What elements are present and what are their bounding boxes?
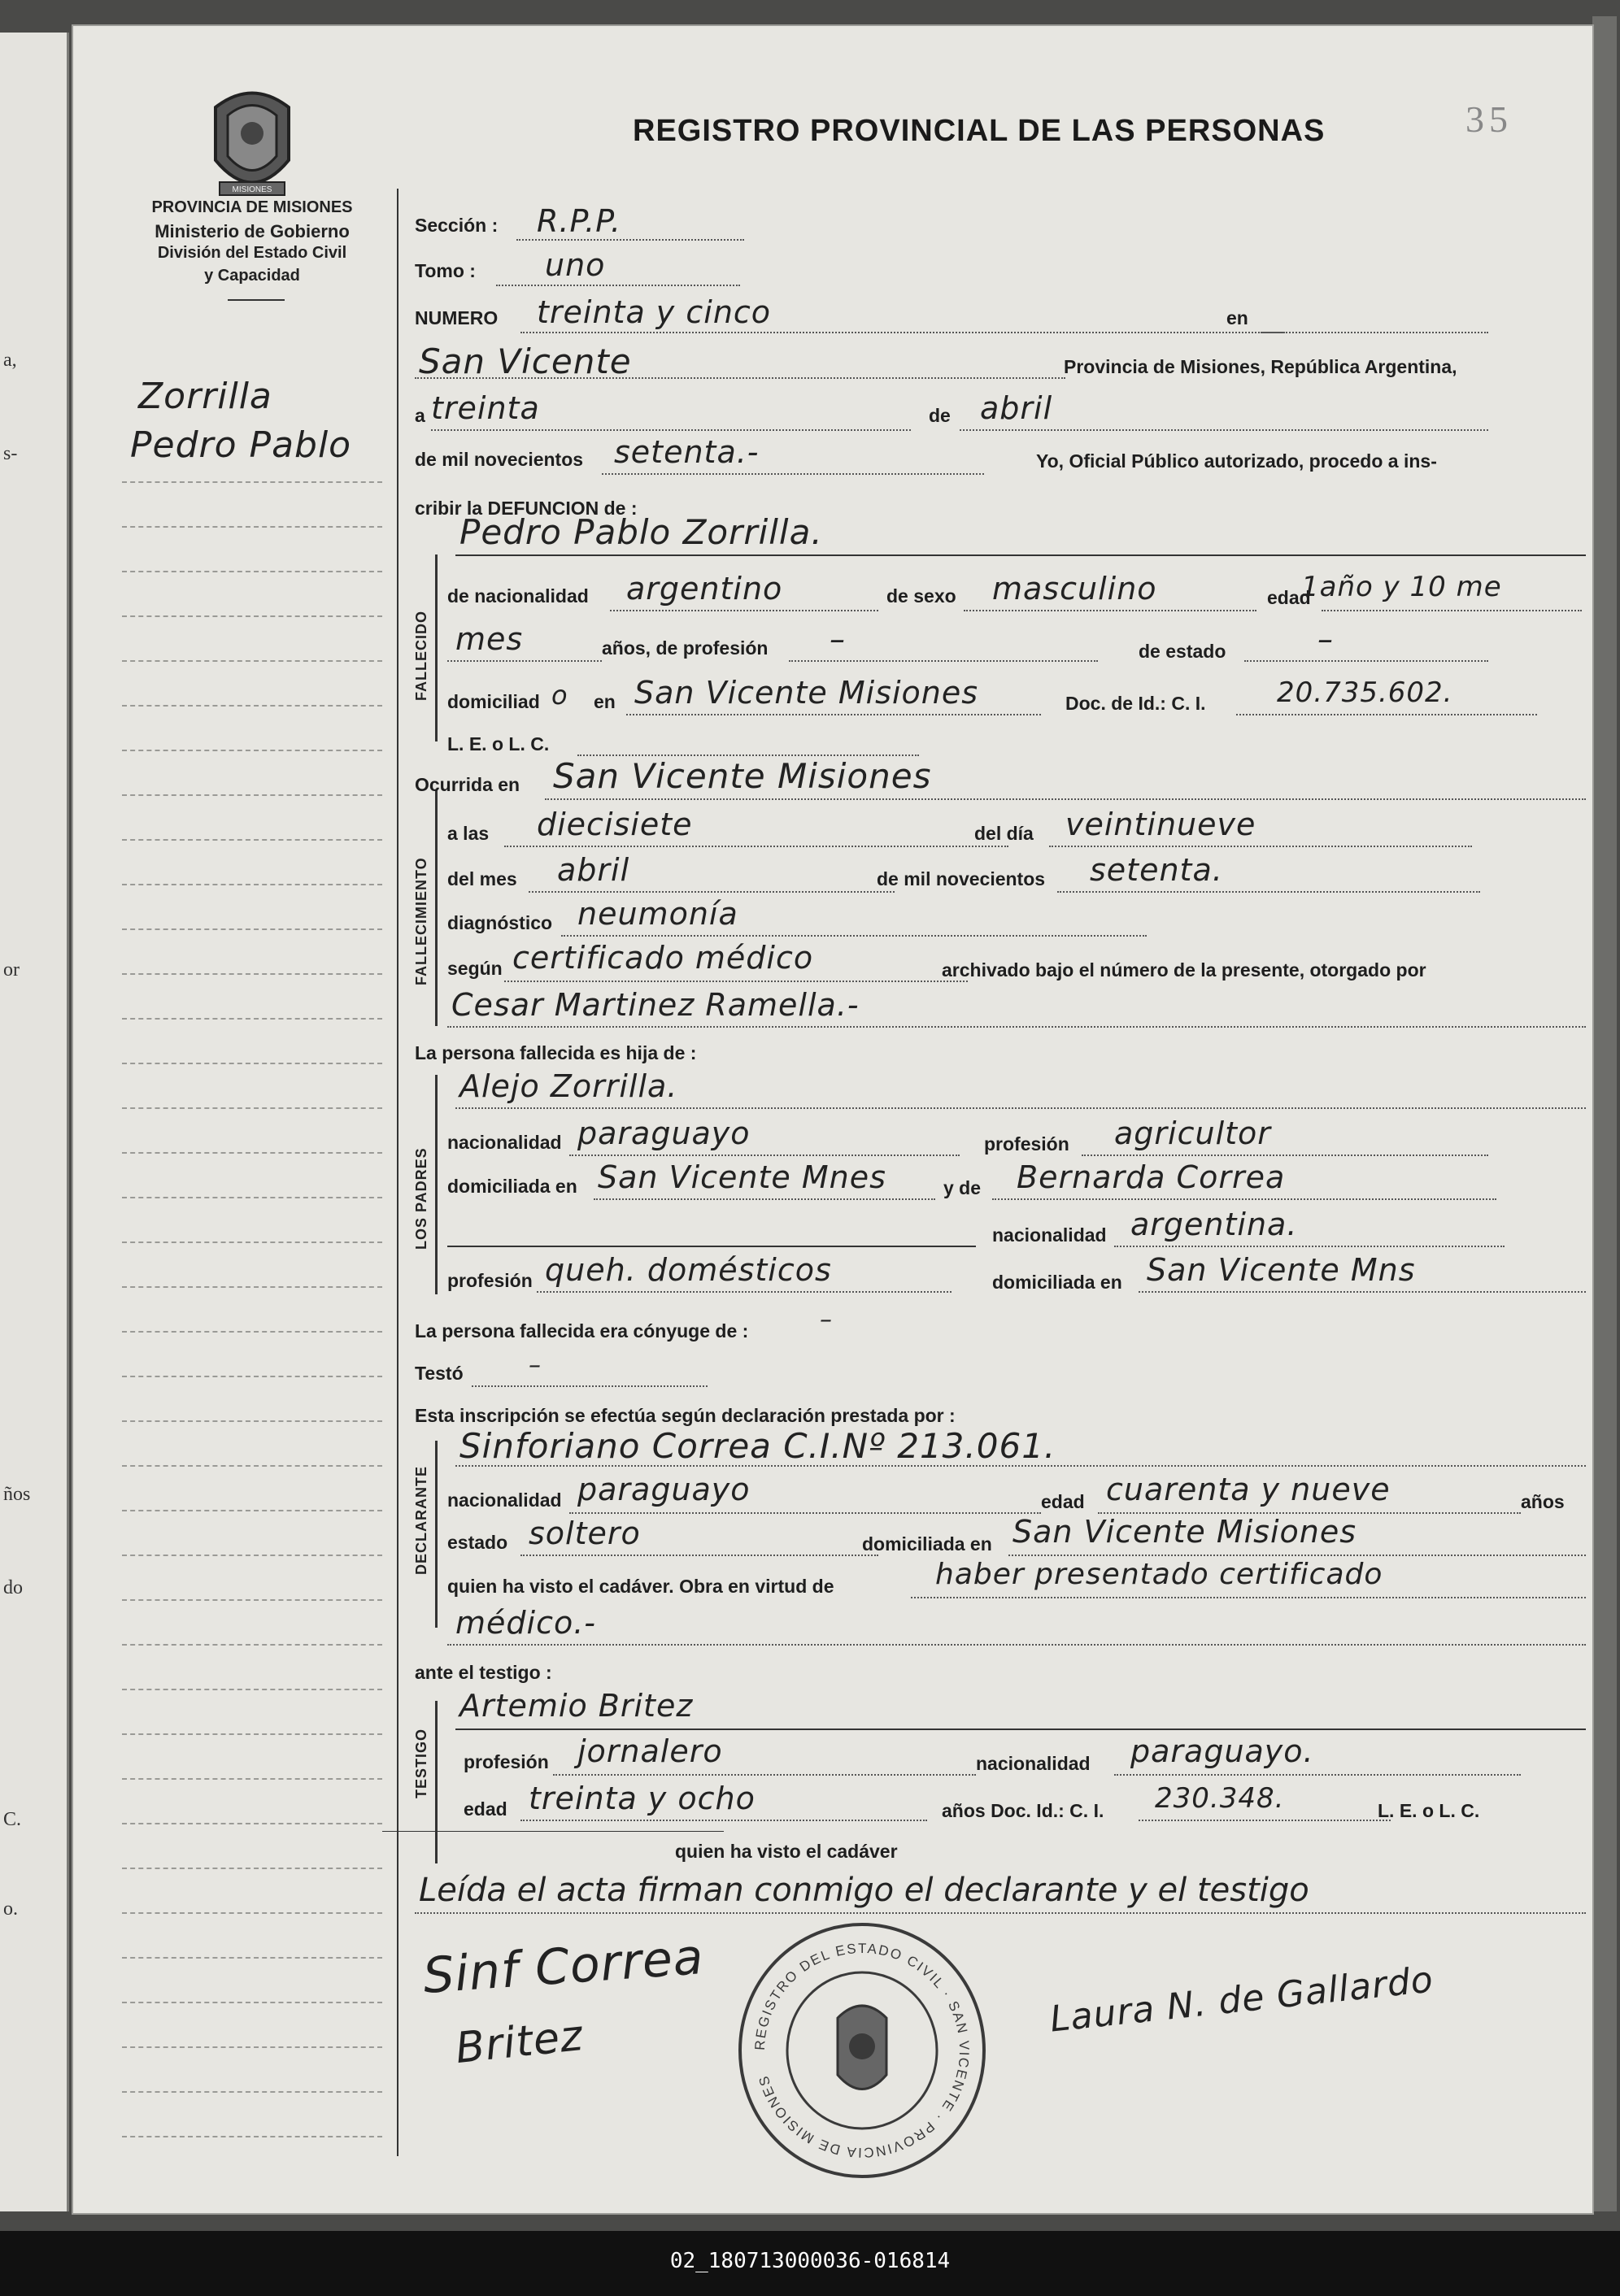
- value-seccion: R.P.P.: [537, 203, 622, 239]
- margin-ruled-line: [122, 1465, 382, 1467]
- label-diagnostico: diagnóstico: [447, 912, 553, 933]
- field-line: [447, 1026, 1586, 1028]
- margin-ruled-line: [122, 1376, 382, 1377]
- value-testigo-ci: 230.348.: [1155, 1782, 1285, 1815]
- margin-ruled-line: [122, 526, 382, 528]
- label-nacionalidad: nacionalidad: [992, 1224, 1107, 1246]
- value-dia-fallecimiento: veintinueve: [1065, 807, 1256, 842]
- label-ocurrida: Ocurrida en: [415, 774, 520, 795]
- value-profesion: –: [830, 621, 846, 657]
- value-declarante-nacionalidad: paraguayo: [577, 1472, 751, 1507]
- left-page-edge: [0, 33, 69, 2211]
- label-nacionalidad: nacionalidad: [976, 1753, 1091, 1774]
- field-line: [431, 429, 911, 431]
- field-line: [1322, 610, 1582, 611]
- label-nacionalidad: nacionalidad: [447, 1132, 562, 1153]
- field-line: [1139, 1291, 1586, 1293]
- field-line: [529, 891, 895, 893]
- value-madre: Bernarda Correa: [1017, 1159, 1286, 1195]
- margin-given-names: Pedro Pablo: [130, 424, 352, 466]
- value-segun: certificado médico: [512, 940, 814, 976]
- margin-ruled-line: [122, 1644, 382, 1646]
- margin-ruled-line: [122, 1957, 382, 1959]
- label-edad: edad: [1267, 587, 1311, 608]
- value-diagnostico: neumonía: [577, 896, 738, 932]
- field-line: [1261, 332, 1488, 333]
- left-fragment: or: [3, 959, 20, 981]
- field-line: [447, 660, 602, 662]
- value-domicilio: San Vicente Misiones: [634, 675, 979, 711]
- field-line: [1057, 891, 1480, 893]
- value-conyuge: –: [820, 1306, 833, 1334]
- value-ci: 20.735.602.: [1277, 676, 1453, 709]
- office-line-1: PROVINCIA DE MISIONES: [151, 198, 353, 216]
- value-testo: –: [529, 1351, 542, 1380]
- value-padre-domicilio: San Vicente Mnes: [598, 1159, 886, 1195]
- label-testo: Testó: [415, 1363, 464, 1384]
- margin-ruled-line: [122, 2136, 382, 2137]
- label-estado: de estado: [1139, 641, 1226, 662]
- field-line: [626, 714, 1041, 715]
- label-segun: según: [447, 958, 503, 979]
- value-declarante-domicilio: San Vicente Misiones: [1012, 1514, 1357, 1550]
- section-padres: LOS PADRES: [413, 1147, 429, 1250]
- field-line: [1244, 660, 1488, 662]
- value-obra: haber presentado certificado: [935, 1558, 1383, 1591]
- margin-ruled-line: [122, 2046, 382, 2048]
- section-testigo: TESTIGO: [413, 1728, 429, 1798]
- field-line: [1114, 1774, 1521, 1776]
- value-ocurrida: San Vicente Misiones: [553, 756, 932, 796]
- label-edad: edad: [464, 1798, 507, 1820]
- value-medico: Cesar Martinez Ramella.-: [451, 987, 860, 1023]
- label-domiciliada-en: domiciliada en: [992, 1272, 1122, 1293]
- margin-ruled-line: [122, 1733, 382, 1735]
- margin-ruled-line: [122, 928, 382, 930]
- label-le-lc-2: L. E. o L. C.: [1378, 1800, 1480, 1821]
- margin-ruled-line: [122, 1331, 382, 1333]
- page-title: REGISTRO PROVINCIAL DE LAS PERSONAS: [633, 114, 1326, 148]
- value-hora: diecisiete: [537, 807, 693, 842]
- field-line: [610, 610, 878, 611]
- official-stamp-icon: [724, 1912, 1000, 2189]
- margin-ruled-line: [122, 1555, 382, 1556]
- margin-ruled-line: [122, 1599, 382, 1601]
- label-doc: Doc. de Id.: C. I.: [1065, 693, 1206, 714]
- value-declarante-edad: cuarenta y nueve: [1106, 1472, 1391, 1507]
- margin-ruled-line: [122, 481, 382, 483]
- margin-ruled-line: [122, 1107, 382, 1109]
- field-line: [516, 239, 744, 241]
- field-line: [1139, 1820, 1391, 1821]
- margin-ruled-line: [122, 1063, 382, 1064]
- field-line: [545, 798, 1586, 800]
- fallecido-bracket: [435, 554, 438, 741]
- label-domiciliada-en: domiciliada en: [862, 1533, 992, 1555]
- label-le-lc: L. E. o L. C.: [447, 733, 550, 754]
- margin-ruled-line: [122, 884, 382, 885]
- margin-ruled-line: [122, 1510, 382, 1511]
- svg-text:REGISTRO DEL ESTADO CIVIL · SA: REGISTRO DEL ESTADO CIVIL · SAN VICENTE · PROVINCIA DE MISIONES: [751, 1940, 973, 2161]
- left-fragment: ños: [3, 1484, 31, 1505]
- value-testigo-profesion: jornalero: [577, 1733, 723, 1769]
- value-nacionalidad: argentino: [626, 571, 783, 607]
- label-hija: La persona fallecida es hija de :: [415, 1042, 697, 1063]
- value-sexo: masculino: [992, 571, 1157, 607]
- value-edad-cont: mes: [455, 621, 524, 657]
- label-declaracion: Esta inscripción se efectúa según declaración prestada por :: [415, 1405, 956, 1426]
- label-sexo: de sexo: [886, 585, 956, 607]
- left-fragment: C.: [3, 1809, 22, 1830]
- field-line: [520, 1820, 927, 1821]
- label-del-dia: del día: [974, 823, 1034, 844]
- field-line: [569, 1512, 1041, 1514]
- margin-ruled-line: [122, 615, 382, 617]
- label-domiciliad: domiciliad: [447, 691, 540, 712]
- margin-ruled-line: [122, 1018, 382, 1020]
- margin-ruled-line: [122, 1420, 382, 1422]
- field-line: [504, 846, 1008, 847]
- margin-ruled-line: [122, 2002, 382, 2003]
- value-tomo: uno: [545, 247, 606, 283]
- office-line-2: Ministerio de Gobierno: [155, 221, 350, 241]
- value-madre-domicilio: San Vicente Mns: [1147, 1252, 1416, 1288]
- signature-testigo: Britez: [453, 2011, 586, 2074]
- label-domiciliada-en: domiciliada en: [447, 1176, 577, 1197]
- margin-ruled-line: [122, 1241, 382, 1243]
- label-anos-doc: años Doc. Id.: C. I.: [942, 1800, 1104, 1821]
- field-line: [472, 1385, 708, 1387]
- margin-ruled-line: [122, 839, 382, 841]
- margin-ruled-line: [122, 750, 382, 751]
- signature-oficial: Laura N. de Gallardo: [1047, 1959, 1436, 2041]
- value-mes-fallecimiento: abril: [557, 852, 630, 888]
- margin-ruled-line: [122, 794, 382, 796]
- office-line-3: División del Estado Civil: [157, 244, 347, 262]
- label-y-de: y de: [943, 1177, 982, 1198]
- label-provincia: Provincia de Misiones, República Argentina,: [1064, 356, 1457, 377]
- margin-ruled-line: [122, 1197, 382, 1198]
- svg-text:MISIONES: MISIONES: [232, 185, 272, 194]
- section-fallecimiento: FALLECIMIENTO: [413, 857, 429, 985]
- field-line: [455, 554, 1586, 556]
- value-anio: setenta.-: [614, 434, 760, 470]
- field-line: [553, 1774, 976, 1776]
- signature-declarante: Sinf Correa: [420, 1929, 706, 2005]
- value-padre: Alejo Zorrilla.: [459, 1068, 678, 1104]
- field-line: [960, 429, 1488, 431]
- page-number: 35: [1465, 98, 1513, 140]
- field-line: [1236, 714, 1537, 715]
- margin-ruled-line: [122, 705, 382, 707]
- margin-ruled-line: [122, 1823, 382, 1824]
- field-line: [447, 1246, 976, 1247]
- value-lugar: San Vicente: [419, 341, 632, 381]
- margin-ruled-line: [122, 1912, 382, 1914]
- label-tomo: Tomo :: [415, 260, 476, 281]
- section-fallecido: FALLECIDO: [413, 611, 429, 701]
- value-declarante-estado: soltero: [529, 1515, 641, 1551]
- value-cierre: Leída el acta firman conmigo el declarante y el testigo: [419, 1872, 1309, 1909]
- field-line: [504, 981, 968, 982]
- label-quien-cadaver: quien ha visto el cadáver: [675, 1841, 898, 1862]
- value-madre-profesion: queh. domésticos: [545, 1252, 832, 1288]
- field-line: [992, 1198, 1496, 1200]
- left-fragment: do: [3, 1577, 23, 1598]
- value-numero: treinta y cinco: [537, 294, 772, 330]
- value-testigo: Artemio Britez: [459, 1688, 694, 1724]
- file-id-caption: 02_180713000036-016814: [669, 2249, 951, 2273]
- field-line: [520, 1555, 878, 1556]
- margin-ruled-line: [122, 1778, 382, 1780]
- label-yo: Yo, Oficial Público autorizado, procedo a ins-: [1036, 450, 1437, 472]
- label-a: a: [415, 405, 425, 426]
- fallecimiento-bracket: [435, 790, 438, 1026]
- declarante-bracket: [435, 1441, 438, 1628]
- label-a-las: a las: [447, 823, 490, 844]
- value-edad: 1año y 10 me: [1301, 571, 1502, 603]
- margin-ruled-line: [122, 1689, 382, 1690]
- field-line: [1049, 846, 1472, 847]
- field-line: [455, 1107, 1586, 1109]
- label-seccion: Sección :: [415, 215, 499, 236]
- value-obra-cont: médico.-: [455, 1605, 597, 1641]
- label-numero: NUMERO: [415, 307, 499, 328]
- label-anos: años: [1521, 1491, 1565, 1512]
- label-nacionalidad: de nacionalidad: [447, 585, 589, 607]
- book-right-edge: [1592, 16, 1617, 2211]
- field-line: [789, 660, 1098, 662]
- field-line: [602, 473, 984, 475]
- margin-ruled-line: [122, 1152, 382, 1154]
- margin-ruled-line: [122, 1286, 382, 1288]
- margin-surname: Zorrilla: [138, 376, 272, 417]
- value-padre-nacionalidad: paraguayo: [577, 1115, 751, 1151]
- value-padre-profesion: agricultor: [1114, 1115, 1271, 1151]
- value-testigo-edad: treinta y ocho: [529, 1781, 756, 1816]
- field-line: [447, 1644, 1586, 1646]
- field-line: [1082, 1155, 1488, 1156]
- value-mes: abril: [980, 390, 1053, 426]
- field-line: [569, 1155, 960, 1156]
- label-en: en: [594, 691, 616, 712]
- value-estado: –: [1317, 621, 1334, 657]
- label-archivado: archivado bajo el número de la presente, otorgado por: [942, 959, 1426, 981]
- field-line: [496, 285, 740, 286]
- testigo-bracket: [435, 1701, 438, 1863]
- label-estado: estado: [447, 1532, 508, 1553]
- label-nacionalidad: nacionalidad: [447, 1489, 562, 1511]
- value-testigo-nacionalidad: paraguayo.: [1130, 1733, 1314, 1769]
- value-dia: treinta: [431, 390, 540, 426]
- label-del-mes: del mes: [447, 868, 517, 889]
- left-fragment: s-: [3, 443, 18, 464]
- column-divider: [397, 189, 398, 2156]
- value-anio-fallecimiento: setenta.: [1090, 852, 1223, 888]
- value-declarante: Sinforiano Correa C.I.Nº 213.061.: [459, 1426, 1056, 1466]
- field-line: [561, 935, 1147, 937]
- label-conyuge: La persona fallecida era cónyuge de :: [415, 1320, 749, 1342]
- label-profesion: profesión: [464, 1751, 549, 1772]
- label-quien-visto: quien ha visto el cadáver. Obra en virtud de: [447, 1576, 834, 1597]
- field-line: [911, 1597, 1586, 1598]
- provincial-emblem-icon: [203, 83, 301, 205]
- field-line: [455, 1729, 1586, 1730]
- field-line: [382, 1831, 724, 1832]
- label-de-mil-2: de mil novecientos: [877, 868, 1046, 889]
- padres-bracket: [435, 1075, 438, 1294]
- field-line: [1114, 1246, 1505, 1247]
- office-line-4: y Capacidad: [204, 267, 300, 285]
- section-declarante: DECLARANTE: [413, 1466, 429, 1575]
- field-line: [537, 1291, 952, 1293]
- margin-ruled-line: [122, 2091, 382, 2093]
- label-profesion: profesión: [447, 1270, 533, 1291]
- value-fallecido-nombre: Pedro Pablo Zorrilla.: [459, 512, 823, 552]
- left-fragment: a,: [3, 350, 17, 371]
- label-cribir: cribir la DEFUNCION de :: [415, 498, 638, 519]
- value-madre-nacionalidad: argentina.: [1130, 1207, 1298, 1242]
- label-de-mil: de mil novecientos: [415, 449, 584, 470]
- label-ante-testigo: ante el testigo :: [415, 1662, 552, 1683]
- margin-ruled-line: [122, 571, 382, 572]
- left-fragment: o.: [3, 1898, 18, 1920]
- field-line: [594, 1198, 935, 1200]
- label-anos-profesion: años, de profesión: [602, 637, 769, 659]
- field-line: [415, 1912, 1586, 1914]
- label-de: de: [929, 405, 951, 426]
- registry-page: [72, 24, 1594, 2215]
- field-line: [964, 610, 1256, 611]
- value-domiciliado-suffix: o: [551, 680, 568, 711]
- office-divider: [228, 299, 285, 301]
- margin-ruled-line: [122, 660, 382, 662]
- label-edad: edad: [1041, 1491, 1085, 1512]
- margin-ruled-line: [122, 1868, 382, 1869]
- margin-ruled-line: [122, 973, 382, 975]
- label-en: en: [1226, 307, 1248, 328]
- field-line: [1008, 1555, 1586, 1556]
- field-line: [520, 332, 1285, 333]
- label-profesion: profesión: [984, 1133, 1069, 1155]
